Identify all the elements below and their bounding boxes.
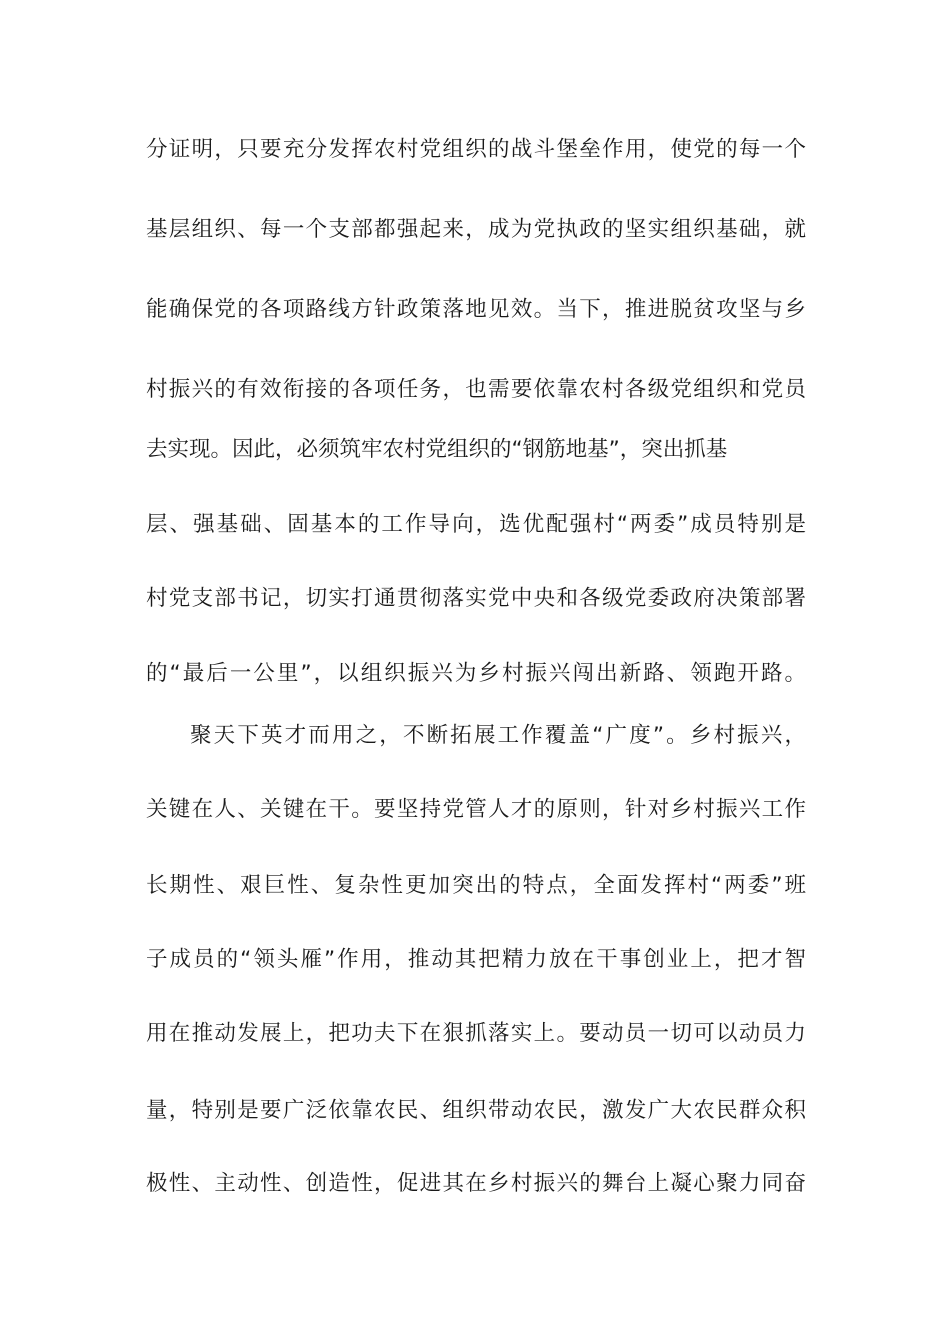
text-line-9-paragraph-start: 聚天下英才而用之，不断拓展工作覆盖“广度”。乡村振兴， — [190, 723, 806, 748]
text-line-15: 极性、主动性、创造性，促进其在乡村振兴的舞台上凝心聚力同奋 — [146, 1171, 806, 1196]
text-line-13: 用在推动发展上，把功夫下在狠抓落实上。要动员一切可以动员力 — [146, 1021, 806, 1046]
text-line-5: 去实现。因此，必须筑牢农村党组织的“钢筋地基”，突出抓基 — [146, 437, 728, 462]
text-line-6: 层、强基础、固基本的工作导向，选优配强村“两委”成员特别是 — [146, 512, 806, 537]
text-line-1: 分证明，只要充分发挥农村党组织的战斗堡垒作用，使党的每一个 — [146, 137, 806, 162]
text-line-10: 关键在人、关键在干。要坚持党管人才的原则，针对乡村振兴工作 — [146, 797, 806, 822]
text-line-14: 量，特别是要广泛依靠农民、组织带动农民，激发广大农民群众积 — [146, 1098, 806, 1123]
text-line-2: 基层组织、每一个支部都强起来，成为党执政的坚实组织基础，就 — [146, 217, 806, 242]
text-line-7: 村党支部书记，切实打通贯彻落实党中央和各级党委政府决策部署 — [146, 586, 806, 611]
text-line-3: 能确保党的各项路线方针政策落地见效。当下，推进脱贫攻坚与乡 — [146, 297, 806, 322]
text-line-4: 村振兴的有效衔接的各项任务，也需要依靠农村各级党组织和党员 — [146, 377, 806, 402]
text-line-11: 长期性、艰巨性、复杂性更加突出的特点，全面发挥村“两委”班 — [146, 873, 806, 898]
text-line-8: 的“最后一公里”，以组织振兴为乡村振兴闯出新路、领跑开路。 — [146, 661, 806, 686]
text-line-12: 子成员的“领头雁”作用，推动其把精力放在干事创业上，把才智 — [146, 947, 806, 972]
